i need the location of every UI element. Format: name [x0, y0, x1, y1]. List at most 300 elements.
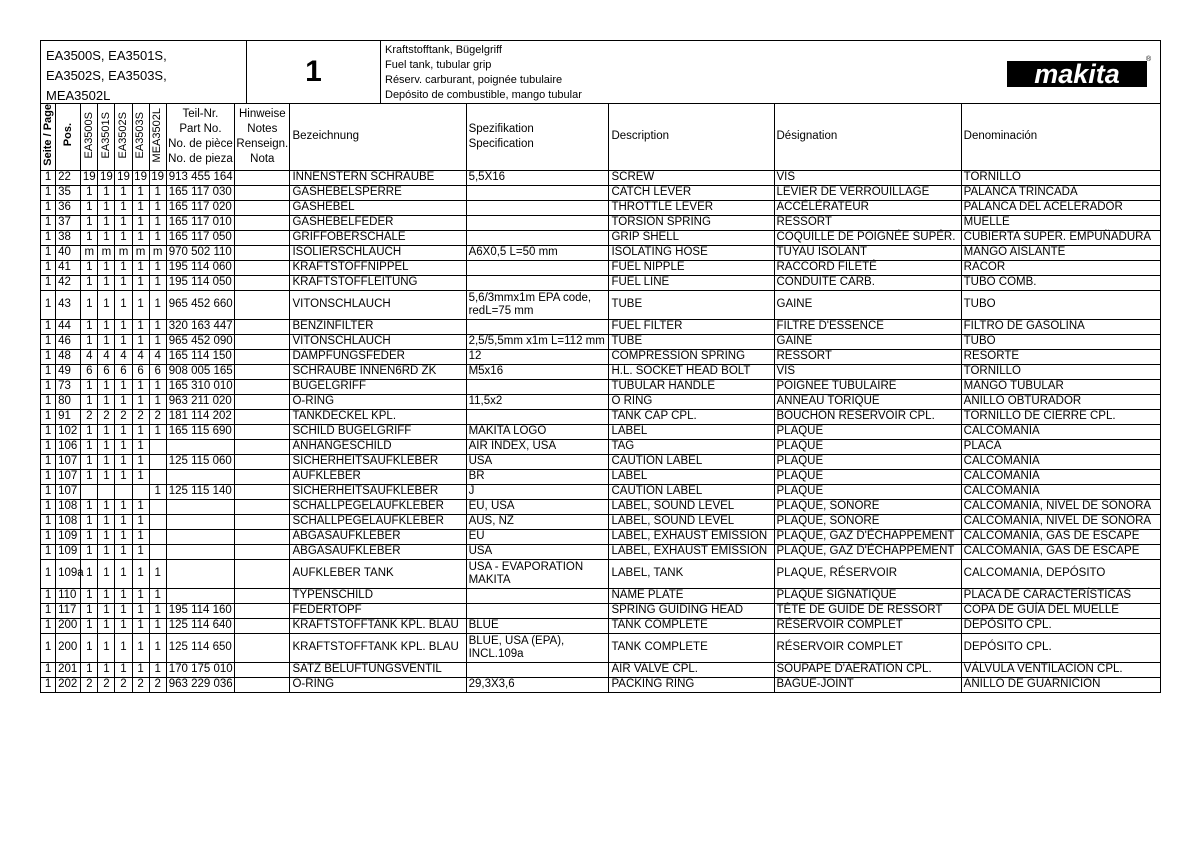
bezeichnung-cell: SATZ BELÜFTUNGSVENTIL: [290, 662, 466, 677]
qty-cell: [98, 484, 115, 499]
qty-cell: 6: [81, 364, 98, 379]
note-cell: [235, 260, 290, 275]
denominacion-cell: PLACA DE CARACTERÍSTICAS: [961, 588, 1160, 603]
bezeichnung-cell: SCHALLPEGELAUFKLEBER: [290, 514, 466, 529]
qty-cell: 1: [81, 603, 98, 618]
designation-cell: GAINE: [774, 290, 961, 319]
qty-cell: 1: [115, 290, 132, 319]
designation-cell: PLAQUE SIGNATIQUE: [774, 588, 961, 603]
bezeichnung-cell: SCHALLPEGELAUFKLEBER: [290, 499, 466, 514]
part-number-cell: [166, 588, 234, 603]
pos-cell: 42: [56, 275, 81, 290]
qty-cell: 1: [115, 424, 132, 439]
denominacion-cell: CALCOMANIA: [961, 484, 1160, 499]
col-model: EA3501S: [98, 104, 115, 171]
bezeichnung-cell: GASHEBELSPERRE: [290, 185, 466, 200]
qty-cell: 2: [81, 677, 98, 692]
col-designation: Désignation: [774, 104, 961, 171]
qty-cell: 1: [132, 588, 149, 603]
qty-cell: 1: [132, 379, 149, 394]
qty-cell: 19: [149, 170, 166, 185]
designation-cell: BOUCHON RESERVOIR CPL.: [774, 409, 961, 424]
qty-cell: 1: [149, 334, 166, 349]
table-row: [41, 379, 1161, 394]
qty-cell: [149, 514, 166, 529]
qty-cell: 1: [132, 469, 149, 484]
pos-cell: 201: [56, 662, 81, 677]
parts-list-sheet: [40, 40, 1161, 693]
description-cell: GRIP SHELL: [609, 230, 774, 245]
qty-cell: 1: [149, 185, 166, 200]
qty-cell: 1: [115, 200, 132, 215]
denominacion-cell: CALCOMANIA: [961, 424, 1160, 439]
qty-cell: 1: [132, 230, 149, 245]
part-number-cell: 165 114 150: [166, 349, 234, 364]
qty-cell: [149, 529, 166, 544]
qty-cell: 1: [98, 275, 115, 290]
qty-cell: 1: [98, 499, 115, 514]
qty-cell: 1: [149, 559, 166, 588]
qty-cell: 1: [132, 200, 149, 215]
pos-cell: 200: [56, 633, 81, 662]
table-row: [41, 424, 1161, 439]
qty-cell: 1: [81, 379, 98, 394]
qty-cell: 1: [98, 603, 115, 618]
qty-cell: 4: [98, 349, 115, 364]
note-cell: [235, 275, 290, 290]
qty-cell: [149, 439, 166, 454]
part-number-cell: [166, 469, 234, 484]
pos-cell: 91: [56, 409, 81, 424]
designation-cell: GAINE: [774, 334, 961, 349]
makita-logo: [1007, 55, 1152, 94]
page-cell: 1: [41, 559, 56, 588]
denominacion-cell: FILTRO DE GASOLINA: [961, 319, 1160, 334]
col-model: EA3502S: [115, 104, 132, 171]
bezeichnung-cell: SCHILD BÜGELGRIFF: [290, 424, 466, 439]
page-cell: 1: [41, 409, 56, 424]
spec-cell: EU, USA: [466, 499, 609, 514]
note-cell: [235, 469, 290, 484]
note-cell: [235, 245, 290, 260]
page-cell: 1: [41, 677, 56, 692]
qty-cell: 1: [81, 469, 98, 484]
pos-cell: 109a: [56, 559, 81, 588]
page-cell: 1: [41, 618, 56, 633]
part-number-cell: 165 117 030: [166, 185, 234, 200]
description-cell: FUEL LINE: [609, 275, 774, 290]
qty-cell: 1: [98, 544, 115, 559]
qty-cell: 1: [98, 469, 115, 484]
qty-cell: 2: [115, 409, 132, 424]
qty-cell: 1: [81, 499, 98, 514]
qty-cell: 1: [149, 215, 166, 230]
designation-cell: BAGUE-JOINT: [774, 677, 961, 692]
page-cell: 1: [41, 245, 56, 260]
qty-cell: 1: [115, 454, 132, 469]
bezeichnung-cell: KRAFTSTOFFTANK KPL. BLAU: [290, 633, 466, 662]
pos-cell: 202: [56, 677, 81, 692]
qty-cell: 6: [115, 364, 132, 379]
bezeichnung-cell: GASHEBELFEDER: [290, 215, 466, 230]
description-cell: TORSION SPRING: [609, 215, 774, 230]
qty-cell: 1: [149, 394, 166, 409]
qty-cell: 1: [149, 484, 166, 499]
qty-cell: 1: [132, 603, 149, 618]
page-cell: 1: [41, 439, 56, 454]
bezeichnung-cell: FEDERTOPF: [290, 603, 466, 618]
qty-cell: 4: [149, 349, 166, 364]
table-row: [41, 409, 1161, 424]
pos-cell: 109: [56, 544, 81, 559]
description-cell: TANK CAP CPL.: [609, 409, 774, 424]
bezeichnung-cell: AUFKLEBER: [290, 469, 466, 484]
note-cell: [235, 544, 290, 559]
denominacion-cell: CALCOMANIA: [961, 454, 1160, 469]
description-cell: LABEL: [609, 424, 774, 439]
pos-cell: 43: [56, 290, 81, 319]
qty-cell: 1: [149, 275, 166, 290]
description-cell: CAUTION LABEL: [609, 454, 774, 469]
table-row: [41, 394, 1161, 409]
qty-cell: 1: [115, 469, 132, 484]
col-part-number: Teil-Nr. Part No. No. de pièce No. de pieza: [166, 104, 234, 171]
pos-cell: 73: [56, 379, 81, 394]
qty-cell: 1: [81, 439, 98, 454]
qty-cell: 1: [149, 618, 166, 633]
description-cell: TUBULAR HANDLE: [609, 379, 774, 394]
model-list: [41, 41, 247, 103]
qty-cell: 1: [98, 200, 115, 215]
part-number-cell: 965 452 660: [166, 290, 234, 319]
pos-cell: 36: [56, 200, 81, 215]
qty-cell: 2: [149, 677, 166, 692]
qty-cell: 1: [115, 529, 132, 544]
denominacion-cell: MANGO AISLANTE: [961, 245, 1160, 260]
designation-cell: PLAQUE, GAZ D'ÉCHAPPEMENT: [774, 529, 961, 544]
denominacion-cell: TUBO: [961, 290, 1160, 319]
note-cell: [235, 290, 290, 319]
qty-cell: 1: [81, 394, 98, 409]
denominacion-cell: TUBO: [961, 334, 1160, 349]
spec-cell: AIR INDEX, USA: [466, 439, 609, 454]
table-row: [41, 364, 1161, 379]
spec-cell: [466, 275, 609, 290]
qty-cell: 6: [132, 364, 149, 379]
denominacion-cell: PALANCA DEL ACELERADOR: [961, 200, 1160, 215]
table-row: [41, 454, 1161, 469]
designation-cell: PLAQUE: [774, 439, 961, 454]
qty-cell: 1: [98, 230, 115, 245]
qty-cell: [149, 454, 166, 469]
model-line: MEA3502L: [46, 88, 111, 103]
part-number-cell: [166, 499, 234, 514]
spec-cell: [466, 200, 609, 215]
note-cell: [235, 514, 290, 529]
qty-cell: 1: [81, 215, 98, 230]
bezeichnung-cell: SICHERHEITSAUFKLEBER: [290, 454, 466, 469]
bezeichnung-cell: ISOLIERSCHLAUCH: [290, 245, 466, 260]
qty-cell: 1: [149, 662, 166, 677]
spec-cell: [466, 603, 609, 618]
denominacion-cell: CALCOMANIA, GAS DE ESCAPE: [961, 529, 1160, 544]
note-cell: [235, 559, 290, 588]
denominacion-cell: RESORTE: [961, 349, 1160, 364]
description-cell: TANK COMPLETE: [609, 618, 774, 633]
qty-cell: 1: [115, 394, 132, 409]
description-cell: LABEL, SOUND LEVEL: [609, 514, 774, 529]
note-cell: [235, 215, 290, 230]
part-number-cell: 908 005 165: [166, 364, 234, 379]
qty-cell: [132, 484, 149, 499]
pos-cell: 109: [56, 529, 81, 544]
designation-cell: FILTRE D'ESSENCE: [774, 319, 961, 334]
spec-cell: [466, 260, 609, 275]
spec-cell: 2,5/5,5mm x1m L=112 mm: [466, 334, 609, 349]
table-row: [41, 349, 1161, 364]
col-denominacion: Denominación: [961, 104, 1160, 171]
table-row: [41, 514, 1161, 529]
qty-cell: 1: [81, 454, 98, 469]
description-cell: TANK COMPLETE: [609, 633, 774, 662]
col-notes: Hinweise Notes Renseign. Nota: [235, 104, 290, 171]
qty-cell: 2: [149, 409, 166, 424]
qty-cell: 1: [81, 200, 98, 215]
part-number-cell: 125 114 640: [166, 618, 234, 633]
denominacion-cell: VÁLVULA VENTILACION CPL.: [961, 662, 1160, 677]
page-cell: 1: [41, 454, 56, 469]
qty-cell: 1: [132, 544, 149, 559]
description-cell: O RING: [609, 394, 774, 409]
denominacion-cell: TORNILLO: [961, 364, 1160, 379]
spec-cell: M5x16: [466, 364, 609, 379]
qty-cell: 1: [81, 290, 98, 319]
description-cell: NAME PLATE: [609, 588, 774, 603]
qty-cell: 1: [115, 559, 132, 588]
denominacion-cell: RACOR: [961, 260, 1160, 275]
qty-cell: 1: [81, 618, 98, 633]
page-cell: 1: [41, 200, 56, 215]
qty-cell: 1: [115, 439, 132, 454]
part-number-cell: 965 452 090: [166, 334, 234, 349]
qty-cell: 1: [132, 275, 149, 290]
qty-cell: [81, 484, 98, 499]
pos-cell: 110: [56, 588, 81, 603]
col-model: EA3503S: [132, 104, 149, 171]
table-row: [41, 334, 1161, 349]
part-number-cell: 165 117 010: [166, 215, 234, 230]
part-number-cell: 195 114 050: [166, 275, 234, 290]
note-cell: [235, 439, 290, 454]
qty-cell: 1: [81, 334, 98, 349]
qty-cell: m: [115, 245, 132, 260]
pos-cell: 38: [56, 230, 81, 245]
description-cell: THROTTLE LEVER: [609, 200, 774, 215]
bezeichnung-cell: GASHEBEL: [290, 200, 466, 215]
designation-cell: PLAQUE, RÉSERVOIR: [774, 559, 961, 588]
bezeichnung-cell: GRIFFOBERSCHALE: [290, 230, 466, 245]
qty-cell: 1: [132, 424, 149, 439]
note-cell: [235, 409, 290, 424]
table-row: [41, 439, 1161, 454]
qty-cell: 1: [132, 394, 149, 409]
table-row: [41, 559, 1161, 588]
qty-cell: 1: [149, 633, 166, 662]
bezeichnung-cell: INNENSTERN SCHRAUBE: [290, 170, 466, 185]
note-cell: [235, 379, 290, 394]
note-cell: [235, 230, 290, 245]
qty-cell: 1: [81, 275, 98, 290]
page-cell: 1: [41, 275, 56, 290]
qty-cell: 1: [98, 394, 115, 409]
part-number-cell: 913 455 164: [166, 170, 234, 185]
designation-cell: TUYAU ISOLANT: [774, 245, 961, 260]
note-cell: [235, 588, 290, 603]
title-es: Depósito de combustible, mango tubular: [385, 89, 582, 101]
qty-cell: 2: [132, 409, 149, 424]
qty-cell: m: [81, 245, 98, 260]
spec-cell: BLUE, USA (EPA), INCL.109a: [466, 633, 609, 662]
denominacion-cell: ANILLO OBTURADOR: [961, 394, 1160, 409]
model-line: EA3500S, EA3501S,: [46, 48, 167, 63]
page-cell: 1: [41, 529, 56, 544]
qty-cell: 1: [81, 529, 98, 544]
description-cell: LABEL, EXHAUST EMISSION: [609, 529, 774, 544]
pos-cell: 48: [56, 349, 81, 364]
spec-cell: [466, 230, 609, 245]
qty-cell: 1: [115, 588, 132, 603]
qty-cell: 1: [115, 230, 132, 245]
pos-cell: 106: [56, 439, 81, 454]
qty-cell: 1: [81, 230, 98, 245]
qty-cell: 1: [81, 260, 98, 275]
qty-cell: 1: [98, 618, 115, 633]
page-cell: 1: [41, 170, 56, 185]
denominacion-cell: DEPÓSITO CPL.: [961, 618, 1160, 633]
qty-cell: 1: [81, 588, 98, 603]
qty-cell: 1: [149, 603, 166, 618]
table-row: [41, 290, 1161, 319]
page-cell: 1: [41, 662, 56, 677]
page-cell: 1: [41, 290, 56, 319]
pos-cell: 46: [56, 334, 81, 349]
part-number-cell: [166, 529, 234, 544]
designation-cell: VIS: [774, 170, 961, 185]
qty-cell: 2: [115, 677, 132, 692]
qty-cell: 1: [132, 514, 149, 529]
description-cell: PACKING RING: [609, 677, 774, 692]
description-cell: AIR VALVE CPL.: [609, 662, 774, 677]
qty-cell: 1: [98, 334, 115, 349]
qty-cell: 1: [98, 514, 115, 529]
description-cell: LABEL, TANK: [609, 559, 774, 588]
page-cell: 1: [41, 349, 56, 364]
qty-cell: 1: [115, 334, 132, 349]
qty-cell: 1: [98, 319, 115, 334]
denominacion-cell: ANILLO DE GUARNICION: [961, 677, 1160, 692]
qty-cell: 1: [149, 290, 166, 319]
qty-cell: 1: [81, 544, 98, 559]
designation-cell: TÊTE DE GUIDE DE RESSORT: [774, 603, 961, 618]
bezeichnung-cell: O-RING: [290, 394, 466, 409]
denominacion-cell: CALCOMANIA, DEPÓSITO: [961, 559, 1160, 588]
qty-cell: 1: [115, 215, 132, 230]
bezeichnung-cell: TYPENSCHILD: [290, 588, 466, 603]
qty-cell: 1: [132, 499, 149, 514]
page-cell: 1: [41, 379, 56, 394]
spec-cell: EU: [466, 529, 609, 544]
note-cell: [235, 633, 290, 662]
pos-cell: 40: [56, 245, 81, 260]
denominacion-cell: CALCOMANIA: [961, 469, 1160, 484]
description-cell: ISOLATING HOSE: [609, 245, 774, 260]
qty-cell: 1: [132, 662, 149, 677]
description-cell: FUEL FILTER: [609, 319, 774, 334]
denominacion-cell: PALANCA TRINCADA: [961, 185, 1160, 200]
qty-cell: 1: [132, 454, 149, 469]
qty-cell: 19: [132, 170, 149, 185]
designation-cell: PLAQUE: [774, 424, 961, 439]
qty-cell: 1: [115, 514, 132, 529]
bezeichnung-cell: ANHÄNGESCHILD: [290, 439, 466, 454]
qty-cell: 6: [98, 364, 115, 379]
note-cell: [235, 424, 290, 439]
description-cell: COMPRESSION SPRING: [609, 349, 774, 364]
spec-cell: [466, 662, 609, 677]
note-cell: [235, 319, 290, 334]
qty-cell: 1: [132, 319, 149, 334]
col-model: MEA3502L: [149, 104, 166, 171]
table-row: [41, 618, 1161, 633]
qty-cell: [149, 499, 166, 514]
spec-cell: [466, 588, 609, 603]
description-cell: LABEL, EXHAUST EMISSION: [609, 544, 774, 559]
part-number-cell: 125 115 060: [166, 454, 234, 469]
table-row: [41, 230, 1161, 245]
spec-cell: J: [466, 484, 609, 499]
pos-cell: 117: [56, 603, 81, 618]
denominacion-cell: TORNILLO: [961, 170, 1160, 185]
denominacion-cell: COPA DE GUÍA DEL MUELLE: [961, 603, 1160, 618]
qty-cell: 1: [115, 185, 132, 200]
description-cell: TUBE: [609, 334, 774, 349]
part-number-cell: 195 114 060: [166, 260, 234, 275]
note-cell: [235, 349, 290, 364]
qty-cell: 1: [115, 260, 132, 275]
note-cell: [235, 618, 290, 633]
part-number-cell: 125 114 650: [166, 633, 234, 662]
logo-wordmark: makita: [1034, 59, 1120, 89]
col-model: EA3500S: [81, 104, 98, 171]
table-row: [41, 484, 1161, 499]
page-cell: 1: [41, 469, 56, 484]
bezeichnung-cell: BENZINFILTER: [290, 319, 466, 334]
qty-cell: 19: [81, 170, 98, 185]
note-cell: [235, 170, 290, 185]
qty-cell: 1: [132, 439, 149, 454]
bezeichnung-cell: VITONSCHLAUCH: [290, 290, 466, 319]
qty-cell: 1: [132, 559, 149, 588]
denominacion-cell: TORNILLO DE CIERRE CPL.: [961, 409, 1160, 424]
qty-cell: 19: [98, 170, 115, 185]
qty-cell: 1: [132, 334, 149, 349]
denominacion-cell: PLACA: [961, 439, 1160, 454]
qty-cell: 1: [115, 544, 132, 559]
bezeichnung-cell: SCHRAUBE INNEN6RD ZK: [290, 364, 466, 379]
qty-cell: 2: [98, 409, 115, 424]
designation-cell: RESSORT: [774, 349, 961, 364]
bezeichnung-cell: KRAFTSTOFFNIPPEL: [290, 260, 466, 275]
